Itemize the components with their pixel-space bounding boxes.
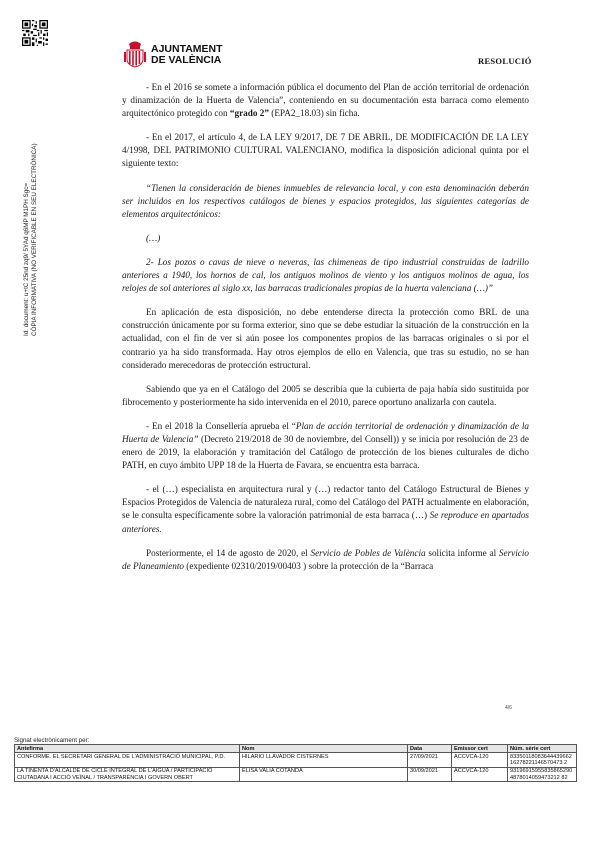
cell-emissor: ACCVCA-120 — [452, 767, 508, 782]
cell-antefirma: LA TINENTA D'ALCALDE DE CICLE INTEGRAL DE L'AIGUA / PARTICIPACIÓ CIUTADANA I ACCIÓ VEÏNAL / TRANSPARÈNCIA I GOVERN OBERT — [15, 767, 240, 782]
table-row — [15, 767, 577, 782]
column-header-antefirma: Antefirma — [15, 745, 240, 753]
column-header-emissor: Emissor cert — [452, 745, 508, 753]
quote-paragraph-1: “Tienen la consideración de bienes inmuebles de relevancia local, y con esta denominación deberán ser incluidos en los respectivos catálogos de bienes y espacios protegidos, las siguientes categorías de elementos arquitectónicos: — [122, 182, 529, 219]
column-header-serie: Núm. sèrie cert — [508, 745, 577, 753]
signature-table-header — [15, 745, 577, 753]
column-header-data: Data — [408, 745, 452, 753]
paragraph-2017: - En el 2017, el artículo 4, de LA LEY 9/2017, DE 7 DE ABRIL, DE MODIFICACIÓN DE LA LEY 4/1998, DEL PATRIMONIO CULTURAL VALENCIANO, modifica la disposición adicional quinta por el siguiente texto: — [122, 132, 529, 169]
cell-data: 27/09/2021 — [408, 753, 452, 768]
paragraph-2018: - En el 2018 la Consellería aprueba el “Plan de acción territorial de ordenación y dinamización de la Huerta de Valencia” (Decreto 219/2018 de 30 de noviembre, del Consell)) y se inicia por resolución de 23 de enero de 2019, la elaboración y tramitación del Catálogo de protección de los bienes culturales de dicho PATH, en cuyo ámbito UPP 18 de la Huerta de Favara, se encuentra esta barraca. — [122, 420, 529, 471]
table-row — [15, 753, 577, 768]
qr-code-icon — [22, 20, 48, 46]
cell-nom: HILARIO LLAVADOR CISTERNES — [240, 753, 408, 768]
informative-copy-note: CÒPIA INFORMATIVA (NO VERIFICABLE EN SEU ELECTRÒNICA) — [31, 143, 38, 336]
city-coat-of-arms-icon — [124, 40, 146, 68]
cell-data: 30/09/2021 — [408, 767, 452, 782]
paragraph-catalog-2005: Sabiendo que ya en el Catálogo del 2005 se describía que la cubierta de paja había sido sustituida por fibrocemento y posteriormente ha sido intervenida en el 2010, parece oportuno analizarla con cautela. — [122, 383, 529, 407]
document-body — [122, 81, 529, 584]
cell-emissor: ACCVCA-120 — [452, 753, 508, 768]
paragraph-application: En aplicación de esta disposición, no debe entenderse directa la protección como BRL de una construcción únicamente por su forma exterior, sino que se debe estudiar la situación de la construcción en la actualidad, con el fin de ver si aún posee los componentes propios de las barracas originales o si por el contrario ya ha sido transformada. Hay otros ejemplos de ello en Valencia, que tras su estudio, no se han considerado merecedoras de protección estructural. — [122, 307, 529, 370]
quote-ellipsis: (…) — [146, 232, 161, 243]
cell-antefirma: CONFORME. EL SECRETARI GENERAL DE L'ADMINISTRACIÓ MUNICIPAL, P.D. — [15, 753, 240, 768]
cell-serie: 8335011808364443966216278221146570473 2 — [508, 753, 577, 768]
cell-nom: ELISA VALIA COTANDA — [240, 767, 408, 782]
column-header-nom: Nom — [240, 745, 408, 753]
quote-paragraph-2: 2- Los pozos o cavas de nieve o neveras, las chimeneas de tipo industrial construidas de ladrillo anteriores a 1940, los hornos de cal, los antiguos molinos de viento y los antiguos molinos de agua, los relojes de sol anteriores al siglo xx, las barracas tradicionales propias de la huerta valenciana (…)” — [122, 256, 529, 294]
signature-table — [14, 744, 577, 782]
cell-serie: 931969159558358652904878014059473212 82 — [508, 767, 577, 782]
logo-line-1: AJUNTAMENT — [151, 43, 223, 55]
logo-line-2: DE VALÈNCIA — [151, 54, 222, 66]
paragraph-2020: Posteriormente, el 14 de agosto de 2020, el Servicio de Pobles de València solicita informe al Servicio de Planeamiento (expediente 02310/2019/00403 ) sobre la protección de la “Barraca — [122, 547, 530, 571]
page-number: 4/6 — [505, 705, 512, 711]
signature-caption: Signat electrònicament per: — [14, 737, 90, 744]
logo-wordmark — [151, 44, 223, 66]
paragraph-specialist: - el (…) especialista en arquitectura rural y (…) redactor tanto del Catálogo Estructural de Bienes y Espacios Protegidos de Valencia de naturaleza rural, como del Catálogo del PATH actualmente en elaboración, se le consulta específicamente sobre la valoración patrimonial de esta barraca (…) Se reproduce en apartados anteriores. — [122, 484, 529, 534]
ajuntament-logo — [124, 40, 234, 70]
document-id-note: Id. document: u+tC 25nd zq9/ 5YAd q6MP M1PH Sgc= — [23, 182, 30, 336]
paragraph-2016: - En el 2016 se somete a información pública el documento del Plan de acción territorial de ordenación y dinamización de la Huerta de Valencia”, conteniendo en su documentación esta barraca como elemento arquitectónico protegido con “grado 2” (EPA2_18.03) sin ficha. — [122, 82, 529, 119]
document-type-title: RESOLUCIÓ — [478, 56, 532, 66]
